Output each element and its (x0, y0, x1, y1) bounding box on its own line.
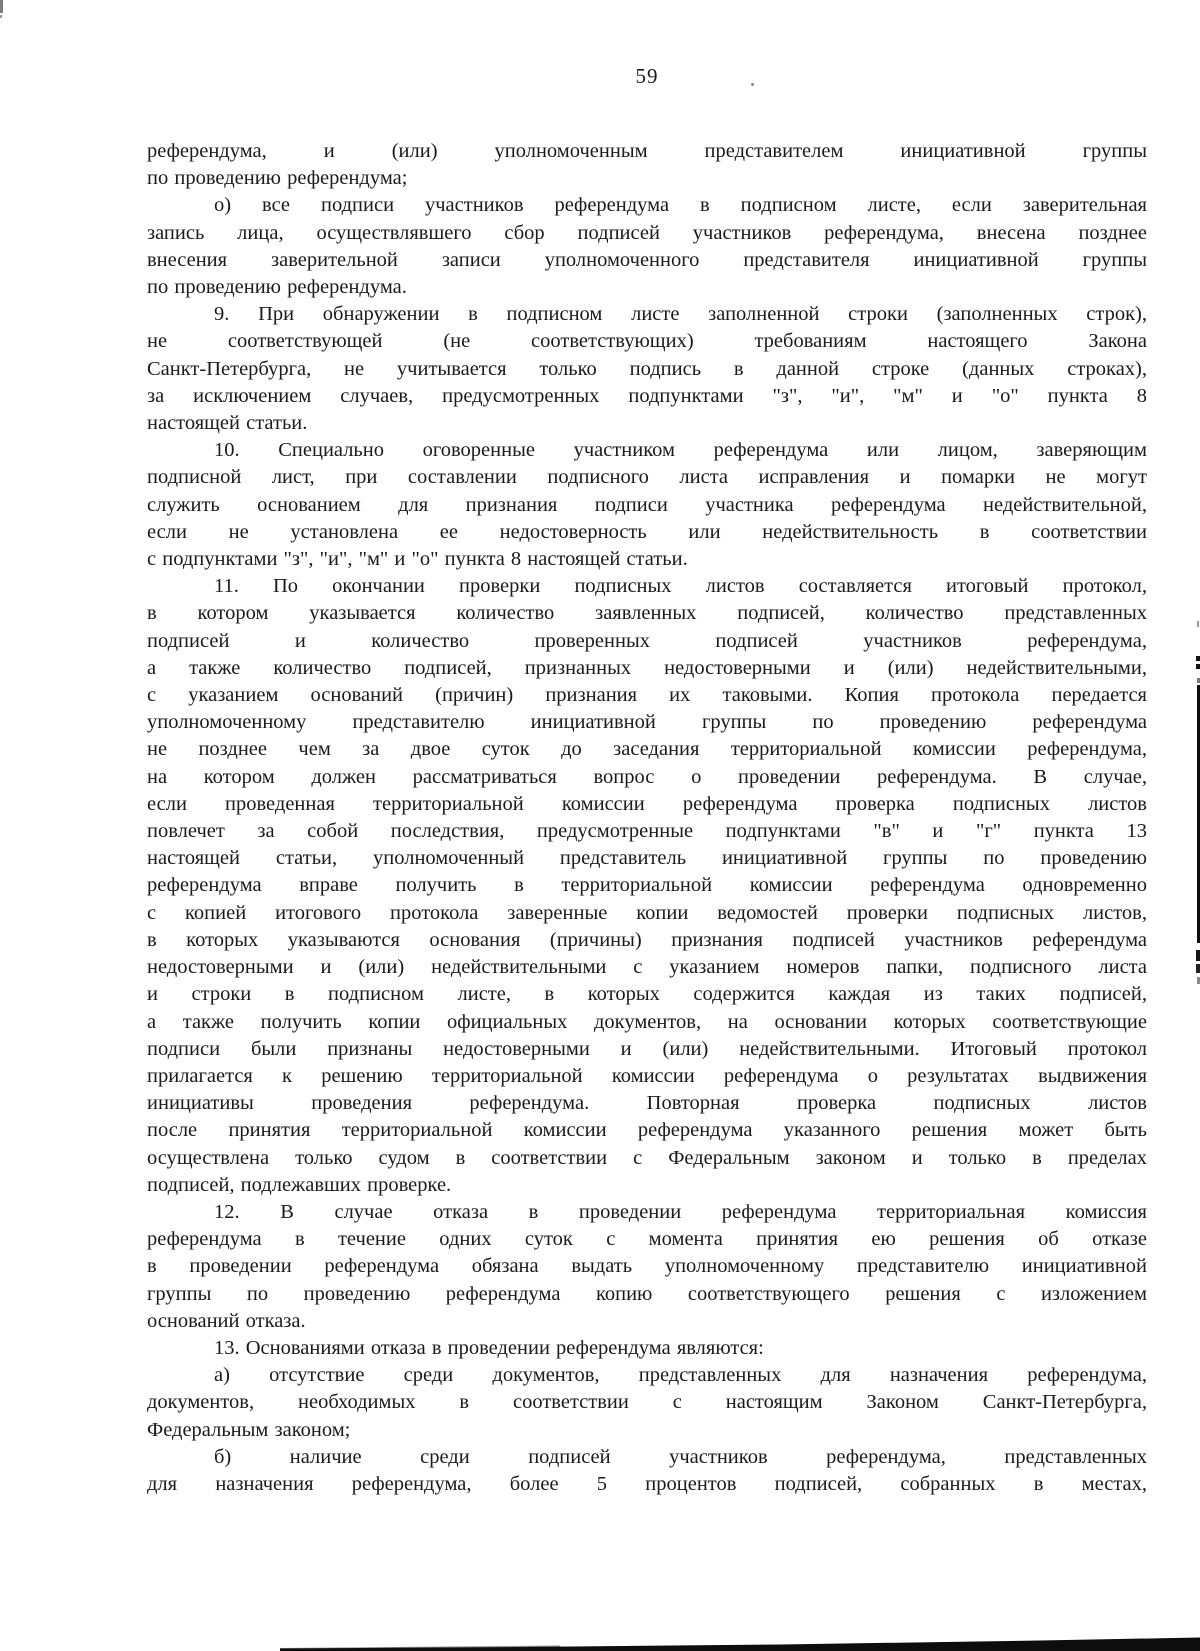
text-line: настоящей статьи, уполномоченный представитель инициативной группы по проведению (147, 847, 1147, 870)
text-line: а также получить копии официальных документов, на основании которых соответствующие (147, 1010, 1147, 1033)
text-line: в проведении референдума обязана выдать уполномоченному представителю инициативной (147, 1255, 1147, 1278)
paragraph (147, 573, 1147, 1199)
paragraph (147, 138, 1147, 192)
text-line: а) отсутствие среди документов, представленных для назначения референдума, (214, 1364, 1147, 1387)
text-line: инициативы проведения референдума. Повторная проверка подписных листов (147, 1092, 1147, 1115)
text-line: с копией итогового протокола заверенные копии ведомостей проверки подписных листов, (147, 901, 1147, 924)
text-line: референдума, и (или) уполномоченным представителем инициативной группы (147, 140, 1147, 162)
scan-artifact-top-left (0, 0, 3, 13)
text-body (147, 138, 1147, 1498)
text-line: подписей и количество проверенных подписей участников референдума, (147, 629, 1147, 652)
text-line: недостоверными и (или) недействительными с указанием номеров папки, подписного листа (147, 956, 1147, 979)
text-line: оснований отказа. (147, 1309, 306, 1332)
text-line: 11. По окончании проверки подписных листов составляется итоговый протокол, (214, 575, 1147, 598)
scan-artifact-top-left-dot (0, 15, 2, 18)
paragraph (147, 1362, 1147, 1444)
scan-artifact-right-dash (1197, 621, 1199, 627)
paragraph (147, 437, 1147, 573)
text-line: группы по проведению референдума копию соответствующего решения с изложением (147, 1282, 1147, 1305)
text-line: референдума вправе получить в территориальной комиссии референдума одновременно (147, 874, 1147, 897)
scan-artifact-right-speck (1196, 664, 1200, 669)
text-line: 12. В случае отказа в проведении референдума территориальная комиссия (214, 1200, 1147, 1223)
text-line: внесения заверительной записи уполномоченного представителя инициативной группы (147, 248, 1147, 271)
paragraph (147, 1199, 1147, 1335)
text-line: подписной лист, при составлении подписного листа исправления и помарки не могут (147, 466, 1147, 489)
text-line: 9. При обнаружении в подписном листе заполненной строки (заполненных строк), (214, 303, 1147, 326)
scan-artifact-right-speck (1196, 950, 1200, 961)
text-line: на котором должен рассматриваться вопрос о проведении референдума. В случае, (147, 765, 1147, 788)
text-line: если проведенная территориальной комиссии референдума проверка подписных листов (147, 792, 1147, 815)
text-line: подписей, подлежавших проверке. (147, 1173, 452, 1196)
text-line: и строки в подписном листе, в которых содержится каждая из таких подписей, (147, 983, 1147, 1006)
text-line: запись лица, осуществлявшего сбор подписей участников референдума, внесена позднее (147, 221, 1147, 244)
text-line: Санкт-Петербурга, не учитывается только подпись в данной строке (данных строках), (147, 357, 1147, 380)
text-line: уполномоченному представителю инициативной группы по проведению референдума (147, 711, 1147, 734)
text-line: осуществлена только судом в соответствии с Федеральным законом и только в пределах (147, 1146, 1147, 1169)
text-line: 13. Основаниями отказа в проведении референдума являются: (214, 1336, 764, 1359)
paragraph (147, 1335, 1147, 1362)
text-line: за исключением случаев, предусмотренных подпунктами "з", "и", "м" и "о" пункта 8 (147, 384, 1147, 407)
text-line: подписи были признаны недостоверными и (или) недействительными. Итоговый протокол (147, 1037, 1147, 1060)
paragraph (147, 1444, 1147, 1498)
text-line: по проведению референдума; (147, 167, 408, 190)
text-line: в которых указываются основания (причины) признания подписей участников референдума (147, 928, 1147, 951)
text-line: после принятия территориальной комиссии референдума указанного решения может быть (147, 1119, 1147, 1142)
page-number: 59 (635, 64, 659, 88)
text-line: если не установлена ее недостоверность или недействительность в соответствии (147, 520, 1147, 543)
text-line: Федеральным законом; (147, 1418, 351, 1441)
text-line: с указанием оснований (причин) признания их таковыми. Копия протокола передается (147, 684, 1147, 707)
scan-artifact-right-speck (1196, 656, 1200, 661)
text-line: для назначения референдума, более 5 процентов подписей, собранных в местах, (147, 1472, 1147, 1495)
text-line: б) наличие среди подписей участников референдума, представленных (214, 1445, 1147, 1468)
scan-artifact-right-speck (1196, 964, 1200, 973)
text-line: не соответствующей (не соответствующих) требованиям настоящего Закона (147, 330, 1147, 353)
text-line: референдума в течение одних суток с момента принятия ею решения об отказе (147, 1228, 1147, 1251)
paragraph (147, 301, 1147, 437)
text-line: настоящей статьи. (147, 412, 308, 435)
text-line: повлечет за собой последствия, предусмотренные подпунктами "в" и "г" пункта 13 (147, 820, 1147, 843)
text-line: документов, необходимых в соответствии с настоящим Законом Санкт-Петербурга, (147, 1391, 1147, 1414)
scan-artifact-header-dot (751, 83, 754, 86)
text-line: а также количество подписей, признанных недостоверными и (или) недействительными, (147, 656, 1147, 679)
text-line: служить основанием для признания подписи участника референдума недействительной, (147, 493, 1147, 516)
text-line: в котором указывается количество заявленных подписей, количество представленных (147, 602, 1147, 625)
text-line: не позднее чем за двое суток до заседания территориальной комиссии референдума, (147, 738, 1147, 761)
text-line: о) все подписи участников референдума в подписном листе, если заверительная (214, 194, 1147, 217)
text-line: по проведению референдума. (147, 276, 407, 299)
text-line: 10. Специально оговоренные участником референдума или лицом, заверяющим (214, 439, 1147, 462)
scan-artifact-bottom-band (0, 1631, 1200, 1651)
text-line: прилагается к решению территориальной комиссии референдума о результатах выдвижения (147, 1064, 1147, 1087)
paragraph (147, 192, 1147, 301)
text-line: с подпунктами "з", "и", "м" и "о" пункта 8 настоящей статьи. (147, 548, 688, 571)
